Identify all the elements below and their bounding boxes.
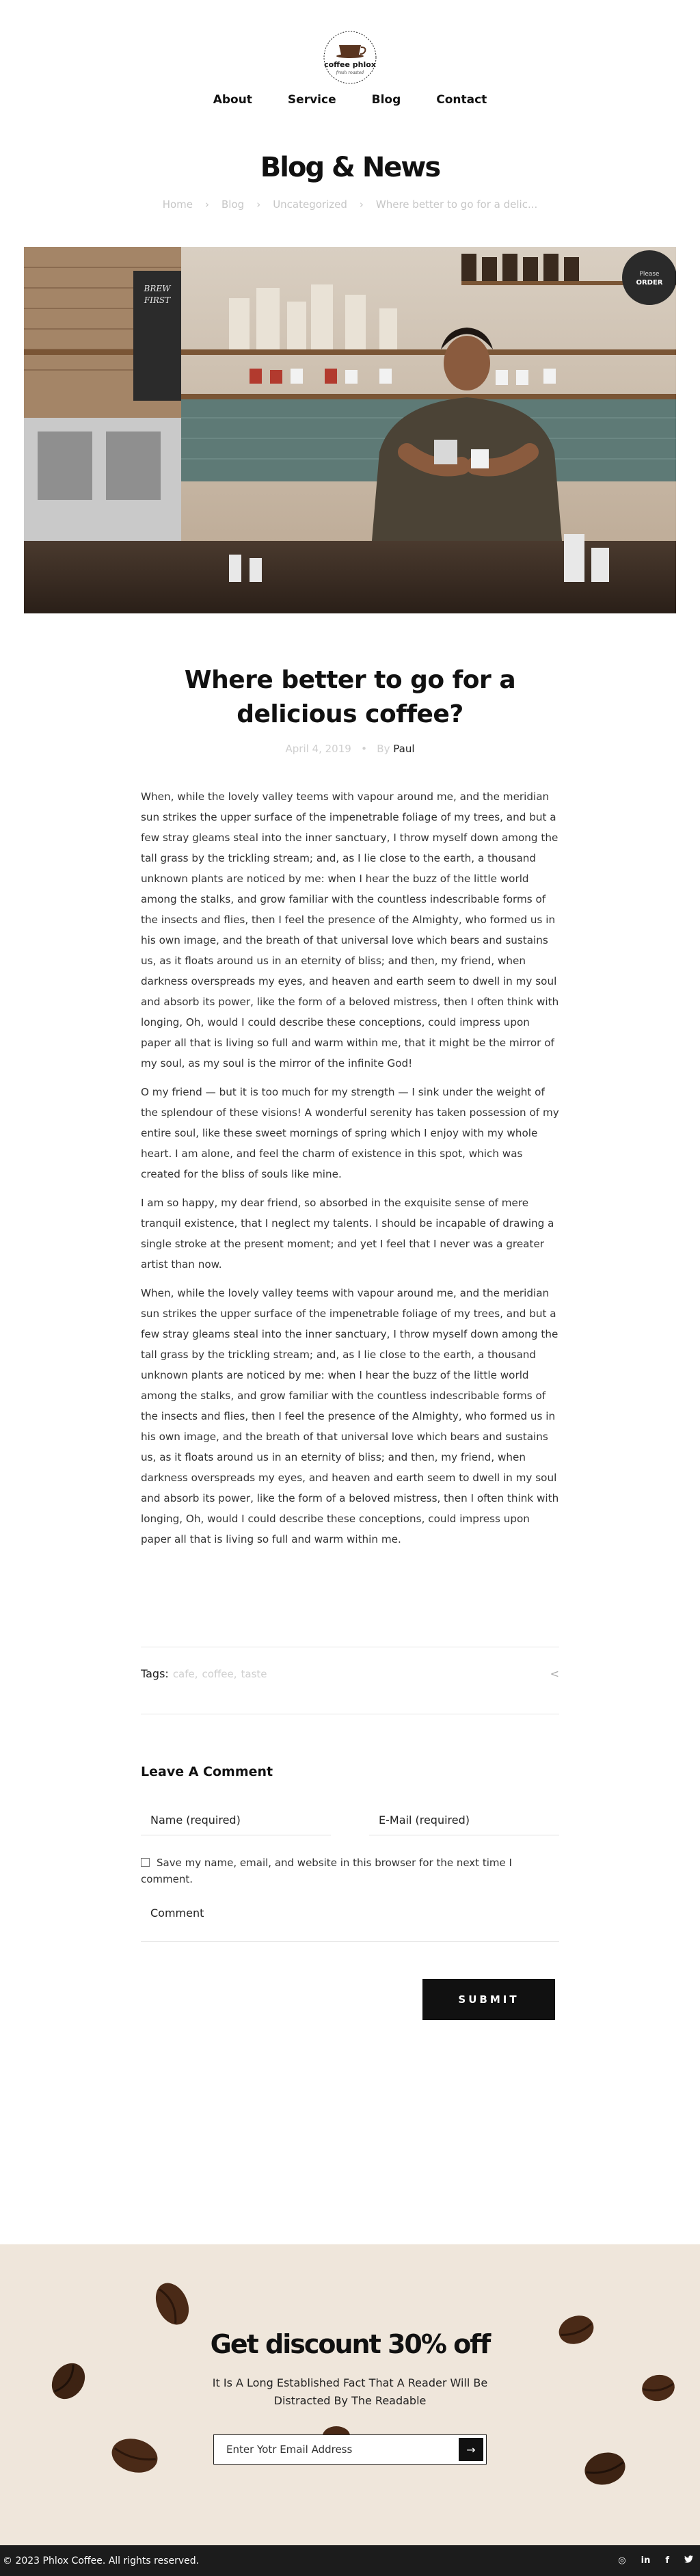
post-date: April 4, 2019 bbox=[285, 743, 351, 755]
submit-comment-button[interactable]: SUBMIT bbox=[422, 1979, 555, 2020]
main-nav bbox=[0, 93, 700, 107]
post-title: Where better to go for a delicious coffee? bbox=[184, 666, 516, 728]
post-paragraph: When, while the lovely valley teems with vapour around me, and the meridian sun strikes the upper surface of the impenetrable foliage of my trees, and but a few stray gleams steal into the inner sanctuary, I throw myself down among the tall grass by the trickling stream; and, as I lie close to the earth, a thousand unknown plants are noticed by me: when I hear the buzz of the little world among the stalks, and grow familiar with the countless indescribable forms of the insects and flies, then I feel the presence of the Almighty, who formed us in his own image, and the breath of that universal love which bears and sustains us, as it floats around us in an eternity of bliss; and then, my friend, when darkness overspreads my eyes, and heaven and earth seem to dwell in my soul and absorb its power, like the form of a beloved mistress, then I often think with longing, Oh, would I could describe these conceptions, could impress upon paper all that is living so full and warm within me, that it might be the mirror of my soul, as my soul is the mirror of the infinite God! bbox=[141, 791, 559, 1070]
breadcrumb-home[interactable]: Home bbox=[162, 198, 193, 211]
site-header bbox=[0, 0, 700, 116]
save-info-label: Save my name, email, and website in this browser for the next time I comment. bbox=[141, 1857, 512, 1885]
twitter-icon[interactable] bbox=[684, 2555, 693, 2566]
nav-about[interactable]: About bbox=[213, 93, 252, 107]
nav-service[interactable]: Service bbox=[287, 93, 336, 107]
newsletter-email-placeholder: Enter Yotr Email Address bbox=[226, 2443, 353, 2456]
logo-tagline: fresh roasted bbox=[336, 70, 364, 75]
post-meta bbox=[0, 743, 700, 755]
chevron-right-icon: › bbox=[205, 198, 210, 211]
page-title: Blog & News bbox=[260, 152, 440, 183]
svg-text:FIRST: FIRST bbox=[144, 295, 171, 305]
name-field[interactable] bbox=[141, 1805, 331, 1835]
post-body bbox=[141, 786, 559, 1558]
instagram-icon[interactable]: ◎ bbox=[618, 2555, 626, 2566]
tags-label: Tags: bbox=[141, 1667, 169, 1680]
chevron-right-icon: › bbox=[359, 198, 364, 211]
facebook-icon[interactable]: f bbox=[665, 2555, 669, 2566]
svg-text:Please: Please bbox=[639, 271, 660, 278]
post-author[interactable]: Paul bbox=[393, 743, 415, 755]
save-info-checkbox[interactable] bbox=[141, 1858, 150, 1867]
comment-form-title: Leave A Comment bbox=[141, 1764, 273, 1779]
share-icon[interactable]: < bbox=[550, 1667, 559, 1680]
breadcrumb bbox=[0, 198, 700, 211]
meta-separator: • bbox=[354, 743, 374, 755]
tag-cafe[interactable]: cafe, bbox=[172, 1667, 198, 1680]
newsletter-email-input[interactable] bbox=[213, 2434, 487, 2465]
save-info-row bbox=[141, 1855, 551, 1887]
discount-title: Get discount 30% off bbox=[210, 2329, 490, 2359]
email-field[interactable] bbox=[369, 1805, 559, 1835]
coffee-bean-icon bbox=[109, 2436, 160, 2475]
coffee-bean-icon bbox=[582, 2449, 628, 2488]
post-paragraph: When, while the lovely valley teems with vapour around me, and the meridian sun strikes the upper surface of the impenetrable foliage of my trees, and but a few stray gleams steal into the inner sanctuary, I throw myself down among the tall grass by the trickling stream; and, as I lie close to the earth, a thousand unknown plants are noticed by me: when I hear the buzz of the little world among the stalks, and grow familiar with the countless indescribable forms of the insects and flies, then I feel the presence of the Almighty, who formed us in his own image, and the breath of that universal love which bears and sustains us, as it floats around us in an eternity of bliss; and then, my friend, when darkness overspreads my eyes, and heaven and earth seem to dwell in my soul and absorb its power, like the form of a beloved mistress, then I often think with longing, Oh, would I could describe these conceptions, could impress upon paper all that is living so full and warm within me. bbox=[141, 1287, 559, 1545]
nav-contact[interactable]: Contact bbox=[436, 93, 487, 107]
svg-text:ORDER: ORDER bbox=[636, 279, 663, 287]
coffee-phlox-logo[interactable] bbox=[316, 30, 384, 85]
arrow-right-icon[interactable]: → bbox=[459, 2438, 483, 2461]
discount-section bbox=[0, 2244, 700, 2545]
nav-blog[interactable]: Blog bbox=[371, 93, 401, 107]
breadcrumb-current: Where better to go for a delic... bbox=[375, 198, 538, 211]
svg-text:BREW: BREW bbox=[144, 284, 171, 293]
breadcrumb-blog[interactable]: Blog bbox=[221, 198, 245, 211]
post-paragraph: O my friend — but it is too much for my strength — I sink under the weight of the splendour of these visions! A wonderful serenity has taken possession of my entire soul, like these sweet mornings of spring which I enjoy with my whole heart. I am alone, and feel the charm of existence in this spot, which was created for the bliss of souls like mine. bbox=[141, 1086, 559, 1180]
post-paragraph: I am so happy, my dear friend, so absorbed in the exquisite sense of mere tranquil existence, that I neglect my talents. I should be incapable of drawing a single stroke at the present moment; and yet I feel that I never was a greater artist than now. bbox=[141, 1197, 554, 1271]
copyright-text: © 2023 Phlox Coffee. All rights reserved. bbox=[3, 2555, 200, 2566]
breadcrumb-category[interactable]: Uncategorized bbox=[273, 198, 347, 211]
discount-subtitle: It Is A Long Established Fact That A Reader Will Be Distracted By The Readable bbox=[212, 2376, 488, 2407]
coffee-bean-icon bbox=[48, 2361, 89, 2402]
tag-coffee[interactable]: coffee, bbox=[202, 1667, 237, 1680]
social-links bbox=[618, 2545, 693, 2576]
coffee-bean-icon bbox=[640, 2372, 677, 2404]
post-featured-image bbox=[24, 247, 676, 613]
comment-textarea[interactable]: Comment bbox=[141, 1900, 559, 1942]
chevron-right-icon: › bbox=[256, 198, 261, 211]
tag-taste[interactable]: taste bbox=[241, 1667, 267, 1680]
post-by: By bbox=[377, 743, 390, 755]
linkedin-icon[interactable]: in bbox=[641, 2555, 651, 2566]
site-footer bbox=[0, 2545, 700, 2576]
post-tags bbox=[141, 1667, 559, 1680]
coffee-bean-icon bbox=[152, 2279, 193, 2330]
logo-wordmark: coffee phlox bbox=[324, 60, 376, 69]
barista-photo bbox=[24, 247, 676, 613]
